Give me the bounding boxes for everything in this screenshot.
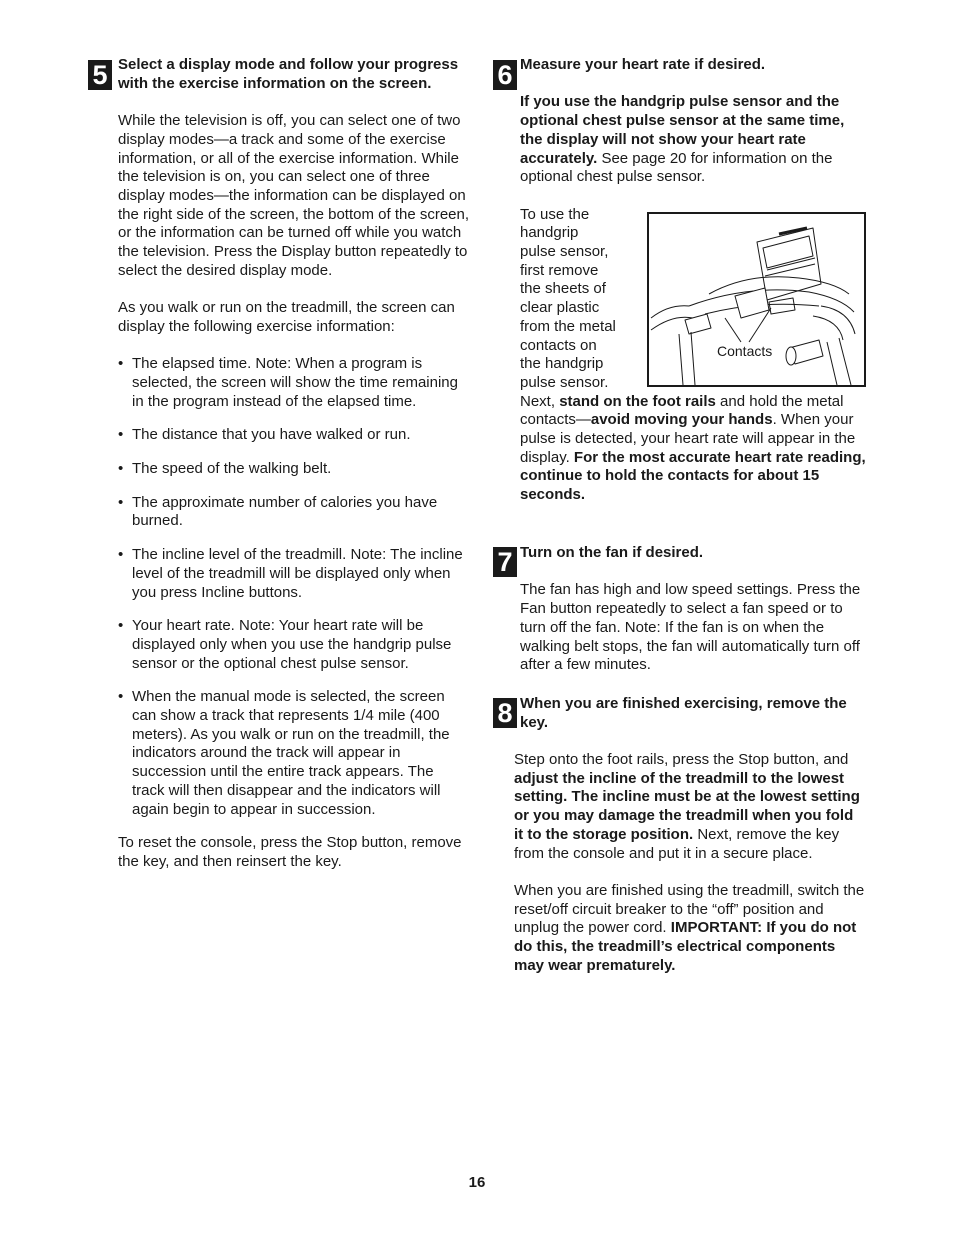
page-number: 16 [468,1174,486,1191]
next-text-1: Next, [520,392,560,410]
step-8-badge: 8 [493,698,517,728]
step-5-heading: Select a display mode and follow your progress with the exercise information on the screen. [118,56,459,92]
step-6-instructions-start: To use the handgrip pulse sensor, first remove the sheets of clear plastic from the metal contacts on the handgrip pulse sensor. [520,205,616,391]
handgrip-pulse-sensor-figure [647,212,866,387]
step-6-warning-rest: See page 20 for information on the optional chest pulse sensor. [520,149,833,186]
step-8-p1-text-a: Step onto the foot rails, press the Stop button, and [514,751,849,768]
list-item-incline: • The incline level of the treadmill. Note: The incline level of the treadmill will be displayed only when you press Incline buttons. [118,546,470,602]
step-5-section [118,56,470,872]
step-7-section [520,544,870,675]
step-7-heading: Turn on the fan if desired. [520,544,704,561]
list-item-distance: • The distance that you have walked or run. [118,426,470,445]
step-8-paragraph-power [514,882,866,976]
step-5-paragraph-display-modes: While the television is off, you can select one of two display modes—a track and some of the exercise information, or all of the exercise information. While the television is on, you can select one of three display modes—the information can be displayed on the right side of the screen, the bottom of the screen, or the information can be turned off while you watch the television. Press the Display button repeatedly to select the desired display mode. [118,112,470,279]
step-5-paragraph-reset: To reset the console, press the Stop button, remove the key, and then reinsert the key. [118,834,462,870]
step-8-p2-bold: IMPORTANT: If you do not do this, the treadmill’s electrical components may wear prematurely. [514,919,857,974]
step-7-badge: 7 [493,547,517,577]
list-item-speed: • The speed of the walking belt. [118,460,470,479]
step-8-p1-bold: adjust the incline of the treadmill to the lowest setting. The incline must be at the lowest setting or you may damage the treadmill when you fold it to the storage position. [514,769,860,843]
step-6-badge: 6 [493,60,517,90]
step-5-badge: 5 [88,60,112,90]
next-text-3: . When your pulse is detected, your heart rate will appear in the display. [520,411,856,466]
step-8-p1-text-b: Next, remove the key from the console and put it in a secure place. [514,825,840,862]
step-8-p2-text: When you are finished using the treadmill, switch the reset/off circuit breaker to the “off” position and unplug the power cord. [514,881,865,937]
step-6-warning-bold: If you use the handgrip pulse sensor and the optional chest pulse sensor at the same time, the display will not show your heart rate accurately. [520,93,845,167]
next-bold-avoid-moving: avoid moving your hands [590,411,773,429]
step-6-heading: Measure your heart rate if desired. [520,56,766,73]
next-text-2: and hold the metal contacts— [520,392,844,429]
list-item-elapsed-time: • The elapsed time. Note: When a program is selected, the screen will show the time remaining in the program instead of the elapsed time. [118,355,470,411]
contacts-label: Contacts [717,343,773,359]
step-8-heading: When you are finished exercising, remove the key. [520,695,847,731]
exercise-info-list [118,355,470,819]
list-item-calories: • The approximate number of calories you have burned. [118,494,470,531]
list-item-heart-rate: • Your heart rate. Note: Your heart rate will be displayed only when you use the handgrip pulse sensor or the optional chest pulse sensor. [118,617,470,673]
next-bold-accurate-reading: For the most accurate heart rate reading, continue to hold the contacts for about 15 seconds. [520,448,866,504]
next-bold-foot-rails: stand on the foot rails [559,392,716,410]
step-5-paragraph-exercise-info: As you walk or run on the treadmill, the screen can display the following exercise information: [118,299,455,335]
step-8-heading-wrap [520,695,870,732]
list-item-track: • When the manual mode is selected, the screen can show a track that represents 1/4 mile (400 meters). As you walk or run on the treadmill, the indicators around the track will appear in succession until the entire track appears. The track will then disappear and the indicators will again begin to appear in succession. [118,688,470,819]
step-8-section [514,751,866,975]
step-6-warning [520,93,870,187]
step-8-paragraph-incline [514,751,866,863]
step-6-instructions-next [520,393,870,505]
step-7-paragraph: The fan has high and low speed settings. Press the Fan button repeatedly to select a fan speed or to turn off the fan. Note: If the fan is on when the walking belt stops, the fan will automatically turn off after a few minutes. [520,581,861,674]
